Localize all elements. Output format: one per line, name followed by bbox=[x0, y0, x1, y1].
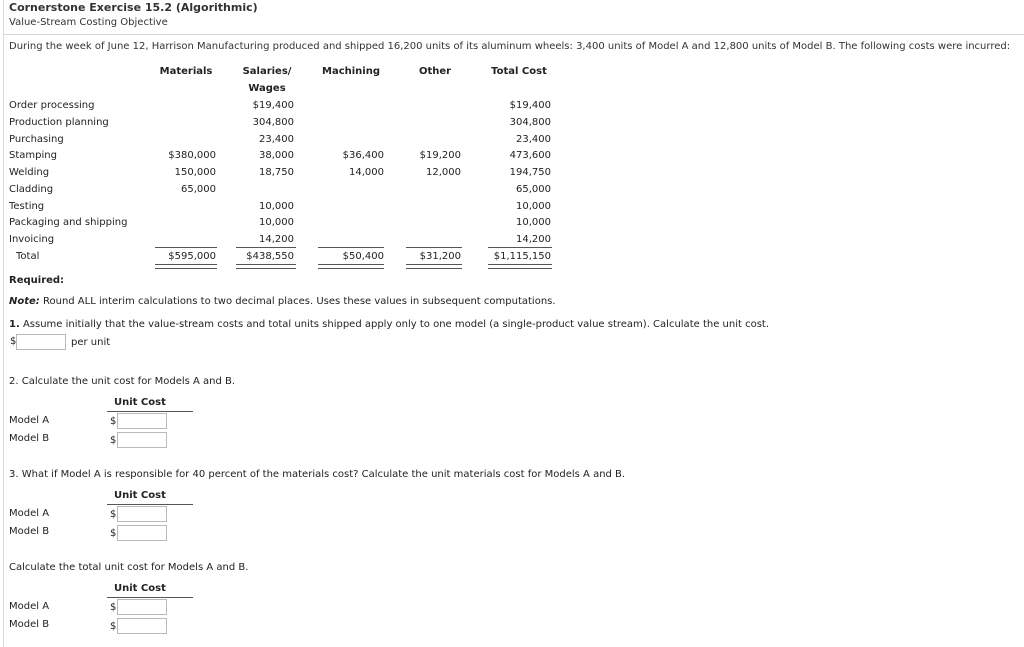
row-label: Invoicing bbox=[9, 234, 55, 245]
total-total: $1,115,150 bbox=[493, 251, 551, 262]
q2-model-b-input[interactable] bbox=[117, 432, 167, 448]
exercise-subtitle: Value-Stream Costing Objective bbox=[9, 17, 168, 28]
col-header-wages: Salaries/ bbox=[242, 66, 292, 77]
q4-header-underline bbox=[107, 597, 193, 598]
q1-currency: $ bbox=[10, 336, 17, 347]
left-border bbox=[3, 0, 4, 647]
cell-total: $19,400 bbox=[509, 100, 551, 111]
total-row-label: Total bbox=[16, 251, 40, 262]
q3-model-a-currency: $ bbox=[110, 509, 117, 520]
q4-model-a-label: Model A bbox=[9, 601, 50, 612]
subtotal-underline bbox=[318, 247, 384, 248]
row-label: Purchasing bbox=[9, 134, 64, 145]
q3-header-underline bbox=[107, 504, 193, 505]
q1-text: Assume initially that the value-stream costs and total units shipped apply only to one model (a single-product value stream). Calculate the unit cost. bbox=[19, 319, 770, 330]
total-wages: $438,550 bbox=[246, 251, 294, 262]
col-header-machining: Machining bbox=[322, 66, 380, 77]
total-other: $31,200 bbox=[419, 251, 461, 262]
cell-wages: 14,200 bbox=[259, 234, 294, 245]
q2-model-a-currency: $ bbox=[110, 416, 117, 427]
cell-materials: $380,000 bbox=[168, 150, 216, 161]
problem-intro: During the week of June 12, Harrison Manufacturing produced and shipped 16,200 units of its aluminum wheels: 3,400 units of Model A and 12,800 units of Model B. The following costs were incurred: bbox=[9, 41, 1011, 52]
row-label: Welding bbox=[9, 167, 50, 178]
cell-total: 65,000 bbox=[516, 184, 551, 195]
subtotal-underline bbox=[155, 247, 217, 248]
q4-model-a-currency: $ bbox=[110, 602, 117, 613]
row-label: Cladding bbox=[9, 184, 54, 195]
cell-total: 194,750 bbox=[509, 167, 551, 178]
q2-header-underline bbox=[107, 411, 193, 412]
cell-total: 10,000 bbox=[516, 201, 551, 212]
q4-unit-cost-header: Unit Cost bbox=[114, 583, 166, 594]
cell-materials: 150,000 bbox=[174, 167, 216, 178]
cell-materials: 65,000 bbox=[181, 184, 216, 195]
q2-model-b-label: Model B bbox=[9, 433, 50, 444]
cell-wages: 18,750 bbox=[259, 167, 294, 178]
q1-suffix: per unit bbox=[71, 337, 111, 348]
q4-model-b-currency: $ bbox=[110, 621, 117, 632]
col-header-wages-line2: Wages bbox=[248, 83, 286, 94]
question-1 bbox=[9, 319, 769, 330]
row-label: Order processing bbox=[9, 100, 95, 111]
question-2: 2. Calculate the unit cost for Models A and B. bbox=[9, 376, 236, 387]
cell-total: 10,000 bbox=[516, 217, 551, 228]
q2-model-a-label: Model A bbox=[9, 415, 50, 426]
subtotal-underline bbox=[406, 247, 462, 248]
total-double-underline bbox=[155, 264, 217, 269]
row-label: Testing bbox=[9, 201, 45, 212]
header-divider bbox=[4, 34, 1024, 35]
q3-model-b-currency: $ bbox=[110, 528, 117, 539]
row-label: Stamping bbox=[9, 150, 57, 161]
total-machining: $50,400 bbox=[342, 251, 384, 262]
col-header-total-cost: Total Cost bbox=[491, 66, 547, 77]
cell-machining: $36,400 bbox=[342, 150, 384, 161]
rounding-note bbox=[9, 296, 556, 307]
total-double-underline bbox=[488, 264, 552, 269]
q2-unit-cost-header: Unit Cost bbox=[114, 397, 166, 408]
col-header-other: Other bbox=[418, 66, 452, 77]
note-text: Round ALL interim calculations to two decimal places. Uses these values in subsequent computations. bbox=[39, 296, 556, 307]
q3-unit-cost-header: Unit Cost bbox=[114, 490, 166, 501]
cell-wages: 23,400 bbox=[259, 134, 294, 145]
question-4: Calculate the total unit cost for Models A and B. bbox=[9, 562, 249, 573]
q2-model-a-input[interactable] bbox=[117, 413, 167, 429]
total-double-underline bbox=[236, 264, 296, 269]
subtotal-underline bbox=[236, 247, 296, 248]
total-double-underline bbox=[406, 264, 462, 269]
q3-model-b-label: Model B bbox=[9, 526, 50, 537]
cell-other: 12,000 bbox=[426, 167, 461, 178]
q3-model-b-input[interactable] bbox=[117, 525, 167, 541]
q1-unit-cost-input[interactable] bbox=[16, 334, 66, 350]
cell-wages: 10,000 bbox=[259, 217, 294, 228]
cell-wages: 10,000 bbox=[259, 201, 294, 212]
note-label: Note: bbox=[9, 296, 40, 307]
cell-wages: $19,400 bbox=[252, 100, 294, 111]
total-materials: $595,000 bbox=[168, 251, 216, 262]
row-label: Packaging and shipping bbox=[9, 217, 128, 228]
q4-model-a-input[interactable] bbox=[117, 599, 167, 615]
cell-other: $19,200 bbox=[419, 150, 461, 161]
cell-machining: 14,000 bbox=[349, 167, 384, 178]
q4-model-b-label: Model B bbox=[9, 619, 50, 630]
cell-total: 14,200 bbox=[516, 234, 551, 245]
cell-total: 473,600 bbox=[509, 150, 551, 161]
q3-model-a-input[interactable] bbox=[117, 506, 167, 522]
question-3: 3. What if Model A is responsible for 40 percent of the materials cost? Calculate the unit materials cost for Models A and B. bbox=[9, 469, 626, 480]
cell-wages: 304,800 bbox=[252, 117, 294, 128]
required-heading: Required: bbox=[9, 275, 65, 286]
q4-model-b-input[interactable] bbox=[117, 618, 167, 634]
cell-wages: 38,000 bbox=[259, 150, 294, 161]
q1-number: 1. bbox=[9, 319, 20, 330]
total-double-underline bbox=[318, 264, 384, 269]
cell-total: 304,800 bbox=[509, 117, 551, 128]
row-label: Production planning bbox=[9, 117, 109, 128]
exercise-title: Cornerstone Exercise 15.2 (Algorithmic) bbox=[9, 1, 258, 14]
cell-total: 23,400 bbox=[516, 134, 551, 145]
col-header-materials: Materials bbox=[159, 66, 213, 77]
subtotal-underline bbox=[488, 247, 552, 248]
q3-model-a-label: Model A bbox=[9, 508, 50, 519]
q2-model-b-currency: $ bbox=[110, 435, 117, 446]
